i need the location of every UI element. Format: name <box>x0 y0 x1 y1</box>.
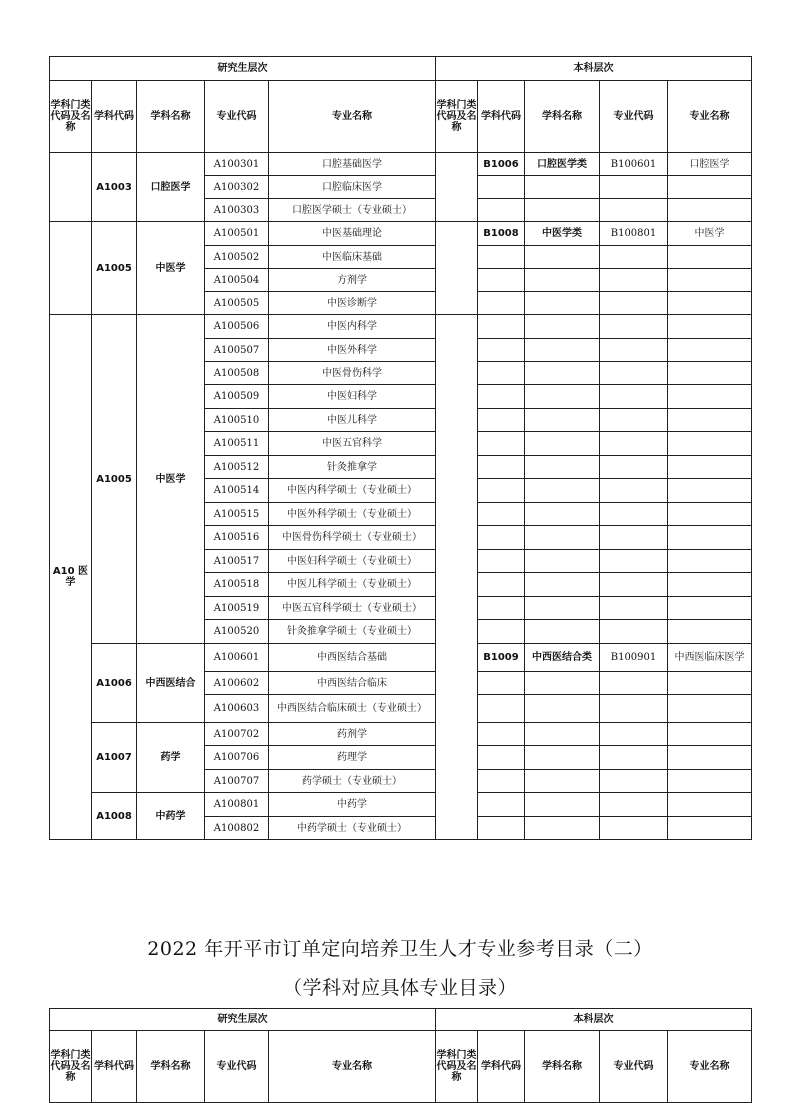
document-title: 2022 年开平市订单定向培养卫生人才专业参考目录（二） <box>147 938 653 960</box>
ug-major-code-cell: B100901 <box>600 644 668 672</box>
ug-discipline-code-cell: B1009 <box>478 644 525 672</box>
major-code-cell: A100505 <box>205 292 269 315</box>
major-code-cell: A100512 <box>205 456 269 479</box>
category-header: 学科门类代码及名称 <box>436 81 478 153</box>
major-code-cell: A100502 <box>205 246 269 269</box>
discipline-code-header: 学科代码 <box>478 1031 525 1103</box>
major-code-header: 专业代码 <box>600 81 668 153</box>
major-name-cell: 中药学硕士（专业硕士） <box>269 817 436 840</box>
discipline-name-header: 学科名称 <box>525 81 600 153</box>
major-code-cell: A100504 <box>205 269 269 292</box>
major-code-cell: A100508 <box>205 362 269 385</box>
major-name-cell: 中医儿科学硕士（专业硕士） <box>269 573 436 597</box>
catalog-table <box>49 1008 752 1103</box>
category-header: 学科门类代码及名称 <box>50 1031 92 1103</box>
major-name-cell: 药学硕士（专业硕士） <box>269 770 436 793</box>
major-code-cell: A100702 <box>205 723 269 746</box>
ug-category-cell <box>436 222 478 315</box>
discipline-name-cell: 口腔医学 <box>137 153 205 222</box>
ug-major-code-cell: B100601 <box>600 153 668 176</box>
major-code-cell: A100506 <box>205 315 269 339</box>
major-code-cell: A100601 <box>205 644 269 672</box>
category-header: 学科门类代码及名称 <box>436 1031 478 1103</box>
discipline-name-cell: 药学 <box>137 723 205 793</box>
major-code-cell: A100511 <box>205 432 269 456</box>
major-code-cell: A100302 <box>205 176 269 199</box>
major-code-cell: A100603 <box>205 695 269 723</box>
major-name-cell: 中医临床基础 <box>269 246 436 269</box>
ug-discipline-name-cell: 中西医结合类 <box>525 644 600 672</box>
major-code-cell: A100517 <box>205 550 269 573</box>
ug-discipline-code-cell: B1006 <box>478 153 525 176</box>
major-name-cell: 中医儿科学 <box>269 409 436 432</box>
major-name-cell: 口腔医学硕士（专业硕士） <box>269 199 436 222</box>
ug-major-name-cell: 口腔医学 <box>668 153 752 176</box>
discipline-code-cell: A1003 <box>92 153 137 222</box>
major-code-cell: A100802 <box>205 817 269 840</box>
ug-category-cell <box>436 153 478 222</box>
major-name-header: 专业名称 <box>668 1031 752 1103</box>
ug-discipline-code-cell: B1008 <box>478 222 525 246</box>
major-code-cell: A100303 <box>205 199 269 222</box>
ug-level-header: 本科层次 <box>436 1009 752 1031</box>
major-name-cell: 中医内科学硕士（专业硕士） <box>269 479 436 503</box>
discipline-code-cell: A1005 <box>92 315 137 644</box>
major-name-cell: 中医内科学 <box>269 315 436 339</box>
ug-category-cell <box>436 315 478 840</box>
discipline-name-header: 学科名称 <box>137 1031 205 1103</box>
ug-discipline-name-cell: 口腔医学类 <box>525 153 600 176</box>
catalog-table <box>49 56 752 840</box>
major-code-header: 专业代码 <box>205 1031 269 1103</box>
major-name-cell: 中医外科学硕士（专业硕士） <box>269 503 436 526</box>
major-name-cell: 口腔临床医学 <box>269 176 436 199</box>
major-name-cell: 药剂学 <box>269 723 436 746</box>
major-name-cell: 中医骨伤科学 <box>269 362 436 385</box>
discipline-name-cell: 中药学 <box>137 793 205 840</box>
ug-discipline-name-cell: 中医学类 <box>525 222 600 246</box>
major-code-cell: A100706 <box>205 746 269 770</box>
grad-level-header: 研究生层次 <box>50 1009 436 1031</box>
ug-major-code-cell: B100801 <box>600 222 668 246</box>
discipline-name-header: 学科名称 <box>525 1031 600 1103</box>
major-name-cell: 中医骨伤科学硕士（专业硕士） <box>269 526 436 550</box>
major-code-cell: A100516 <box>205 526 269 550</box>
category-header: 学科门类代码及名称 <box>50 81 92 153</box>
major-name-cell: 中西医结合临床硕士（专业硕士） <box>269 695 436 723</box>
major-name-cell: 中医妇科学硕士（专业硕士） <box>269 550 436 573</box>
discipline-code-header: 学科代码 <box>92 81 137 153</box>
discipline-code-header: 学科代码 <box>478 81 525 153</box>
document-subtitle: （学科对应具体专业目录） <box>282 977 517 999</box>
major-name-cell: 中医基础理论 <box>269 222 436 246</box>
major-name-header: 专业名称 <box>668 81 752 153</box>
major-code-cell: A100507 <box>205 339 269 362</box>
discipline-code-header: 学科代码 <box>92 1031 137 1103</box>
major-name-cell: 中医诊断学 <box>269 292 436 315</box>
major-code-cell: A100301 <box>205 153 269 176</box>
discipline-name-cell: 中医学 <box>137 315 205 644</box>
discipline-code-cell: A1008 <box>92 793 137 840</box>
major-code-header: 专业代码 <box>600 1031 668 1103</box>
major-code-cell: A100602 <box>205 672 269 695</box>
major-name-cell: 中医五官科学 <box>269 432 436 456</box>
ug-major-name-cell: 中西医临床医学 <box>668 644 752 672</box>
major-name-cell: 中医五官科学硕士（专业硕士） <box>269 597 436 620</box>
discipline-code-cell: A1005 <box>92 222 137 315</box>
category-cell: A10 医学 <box>50 315 92 840</box>
major-name-cell: 口腔基础医学 <box>269 153 436 176</box>
major-name-cell: 中西医结合临床 <box>269 672 436 695</box>
discipline-name-header: 学科名称 <box>137 81 205 153</box>
grad-level-header: 研究生层次 <box>50 57 436 81</box>
major-code-cell: A100520 <box>205 620 269 644</box>
major-name-cell: 中药学 <box>269 793 436 817</box>
major-name-cell: 针灸推拿学 <box>269 456 436 479</box>
major-name-cell: 中西医结合基础 <box>269 644 436 672</box>
major-code-cell: A100518 <box>205 573 269 597</box>
major-name-header: 专业名称 <box>269 81 436 153</box>
discipline-code-cell: A1007 <box>92 723 137 793</box>
major-code-cell: A100519 <box>205 597 269 620</box>
category-cell <box>50 222 92 315</box>
ug-major-name-cell: 中医学 <box>668 222 752 246</box>
major-code-cell: A100509 <box>205 385 269 409</box>
major-code-cell: A100707 <box>205 770 269 793</box>
major-code-cell: A100501 <box>205 222 269 246</box>
discipline-name-cell: 中医学 <box>137 222 205 315</box>
major-name-cell: 针灸推拿学硕士（专业硕士） <box>269 620 436 644</box>
major-code-cell: A100514 <box>205 479 269 503</box>
discipline-name-cell: 中西医结合 <box>137 644 205 723</box>
major-name-header: 专业名称 <box>269 1031 436 1103</box>
major-code-header: 专业代码 <box>205 81 269 153</box>
discipline-code-cell: A1006 <box>92 644 137 723</box>
major-code-cell: A100515 <box>205 503 269 526</box>
category-cell <box>50 153 92 222</box>
major-code-cell: A100510 <box>205 409 269 432</box>
major-code-cell: A100801 <box>205 793 269 817</box>
ug-level-header: 本科层次 <box>436 57 752 81</box>
major-name-cell: 中医妇科学 <box>269 385 436 409</box>
major-name-cell: 方剂学 <box>269 269 436 292</box>
major-name-cell: 药理学 <box>269 746 436 770</box>
major-name-cell: 中医外科学 <box>269 339 436 362</box>
